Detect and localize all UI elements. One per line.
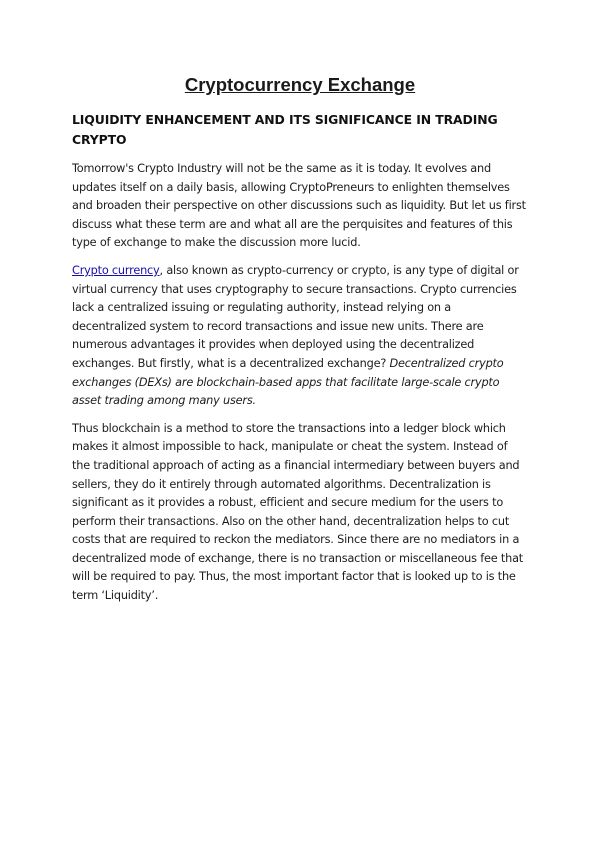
paragraph-blockchain: Thus blockchain is a method to store the transactions into a ledger block which makes it almost impossible to hack, manipulate or cheat the system. Instead of the traditional approach of acting as a financial intermediary between buyers and sellers, they do it entirely through automated algorithms. Decentralization is significant as it provides a robust, efficient and secure medium for the users to perform their transactions. Also on the other hand, decentralization helps to cut costs that are required to reckon the mediators. Since there are no mediators in a decentralized mode of exchange, there is no transaction or miscellaneous fee that will be required to pay. Thus, the most important factor that is looked up to is the term ‘Liquidity’. [72,421,524,603]
dex-definition-italic: Decentralized crypto exchanges (DEXs) are blockchain-based apps that facilitate large-scale crypto asset trading among many users. [72,356,504,408]
crypto-currency-link[interactable]: Crypto currency [72,263,160,277]
paragraph-crypto-definition [72,262,528,411]
section-heading: LIQUIDITY ENHANCEMENT AND ITS SIGNIFICANCE IN TRADING CRYPTO [72,112,498,147]
paragraph-intro: Tomorrow's Crypto Industry will not be the same as it is today. It evolves and updates itself on a daily basis, allowing CryptoPreneurs to enlighten themselves and broaden their perspective on other discussions such as liquidity. But let us first discuss what these term are and what all are the perquisites and features of this type of exchange to make the discussion more lucid. [72,162,526,250]
paragraph-crypto-definition-text: , also known as crypto-currency or crypto, is any type of digital or virtual currency that uses cryptography to secure transactions. Crypto currencies lack a centralized issuing or regulating authority, instead relying on a decentralized system to record transactions and issue new units. There are numerous advantages it provides when deployed using the decentralized exchanges. But firstly, what is a decentralized exchange? [72,263,519,370]
document-title: Cryptocurrency Exchange [184,74,416,95]
